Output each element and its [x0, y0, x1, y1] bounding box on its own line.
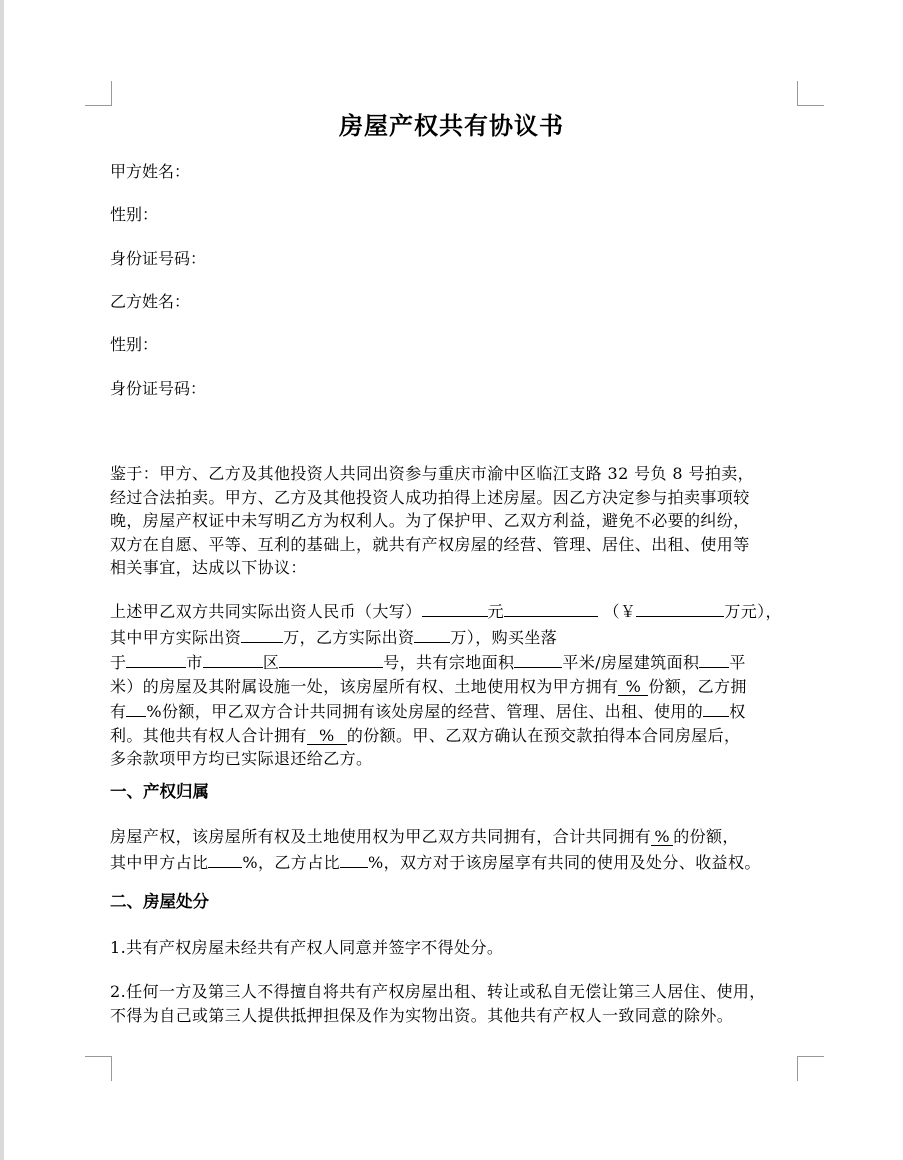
investment-line-5: 有 %份额，甲乙双方合计共同拥有该处房屋的经营、管理、居住、出租、使用的 权 [110, 698, 810, 724]
margin-mark-bottom-right [797, 1056, 824, 1081]
investment-line-4: 米）的房屋及其附属设施一处，该房屋所有权、土地使用权为甲方拥有 % 份额，乙方拥 [110, 676, 747, 696]
blank-other-owners-share: % [307, 726, 347, 745]
blank-amount-words [422, 598, 488, 617]
blank-building-area [699, 649, 729, 668]
recital-line: 鉴于：甲方、乙方及其他投资人共同出资参与重庆市渝中区临江支路 32 号负 8 号拍卖， [110, 464, 755, 483]
section-1-paragraph [110, 825, 810, 874]
margin-mark-top-right [797, 81, 824, 106]
party-b-gender-label: 性别： [110, 335, 159, 354]
party-a-id-label: 身份证号码： [110, 249, 207, 268]
investment-line-7: 多余款项甲方均已实际退还给乙方。 [110, 749, 373, 768]
blank-amount-number [636, 598, 724, 617]
recital-line: 双方在自愿、平等、互利的基础上，就共有产权房屋的经营、管理、居住、出租、使用等 [110, 534, 750, 554]
blank-party-b-share [126, 698, 146, 717]
recital-line: 晚，房屋产权证中未写明乙方为权利人。为了保护甲、乙双方利益，避免不必要的纠纷， [110, 511, 750, 530]
section-1-line-2: 其中甲方占比 %，乙方占比 %，双方对于该房屋享有共同的使用及处分、收益权。 [110, 849, 810, 875]
blank-amount-words-2 [504, 598, 598, 617]
section-1-line-1: 房屋产权，该房屋所有权及土地使用权为甲乙双方共同拥有，合计共同拥有 % 的份额， [110, 827, 739, 846]
recital-paragraph [110, 462, 810, 580]
investment-paragraph [110, 598, 810, 771]
blank-party-b-ratio [340, 849, 368, 868]
blank-total-share: % [651, 827, 673, 846]
blank-land-area [514, 649, 562, 668]
party-a-gender-label: 性别： [110, 205, 159, 224]
blank-address-number [279, 649, 383, 668]
investment-line-1: 上述甲乙双方共同实际出资人民币（大写） 元 （￥ 万元）， [110, 598, 810, 624]
blank-party-a-ratio [208, 849, 242, 868]
margin-mark-top-left [85, 81, 112, 106]
blank-city [126, 649, 186, 668]
investment-line-3: 于 市 区 号，共有宗地面积 平米/房屋建筑面积 平 [110, 649, 810, 675]
party-a-name-label: 甲方姓名： [110, 162, 191, 181]
recital-line: 相关事宜，达成以下协议： [110, 558, 307, 577]
document-title: 房屋产权共有协议书 [339, 111, 564, 140]
recital-line: 经过合法拍卖。甲方、乙方及其他投资人成功拍得上述房屋。因乙方决定参与拍卖事项较 [110, 487, 750, 507]
investment-line-6: 利。其他共有权人合计拥有 % 的份额。甲、乙双方确认在预交款拍得本合同房屋后， [110, 725, 741, 745]
blank-district [203, 649, 263, 668]
blank-party-a-share: % [618, 677, 648, 696]
investment-line-2: 其中甲方实际出资 万，乙方实际出资 万），购买坐落 [110, 624, 810, 650]
section-1-heading: 一、产权归属 [110, 782, 209, 801]
blank-joint-rights [703, 698, 729, 717]
blank-party-b-contribution [414, 624, 450, 643]
party-b-name-label: 乙方姓名： [110, 292, 191, 311]
section-2-item-2: 2.任何一方及第三人不得擅自将共有产权房屋出租、转让或私自无偿让第三人居住、使用， 不得为自己或第三人提供抵押担保及作为实物出资。其他共有产权人一致同意的除外。 [110, 982, 766, 1025]
page-left-edge [0, 0, 4, 1160]
blank-party-a-contribution [241, 624, 283, 643]
party-b-id-label: 身份证号码： [110, 379, 207, 398]
section-2-item-1: 1.共有产权房屋未经共有产权人同意并签字不得处分。 [110, 938, 504, 957]
margin-mark-bottom-left [85, 1056, 112, 1081]
section-2-heading: 二、房屋处分 [110, 892, 209, 911]
